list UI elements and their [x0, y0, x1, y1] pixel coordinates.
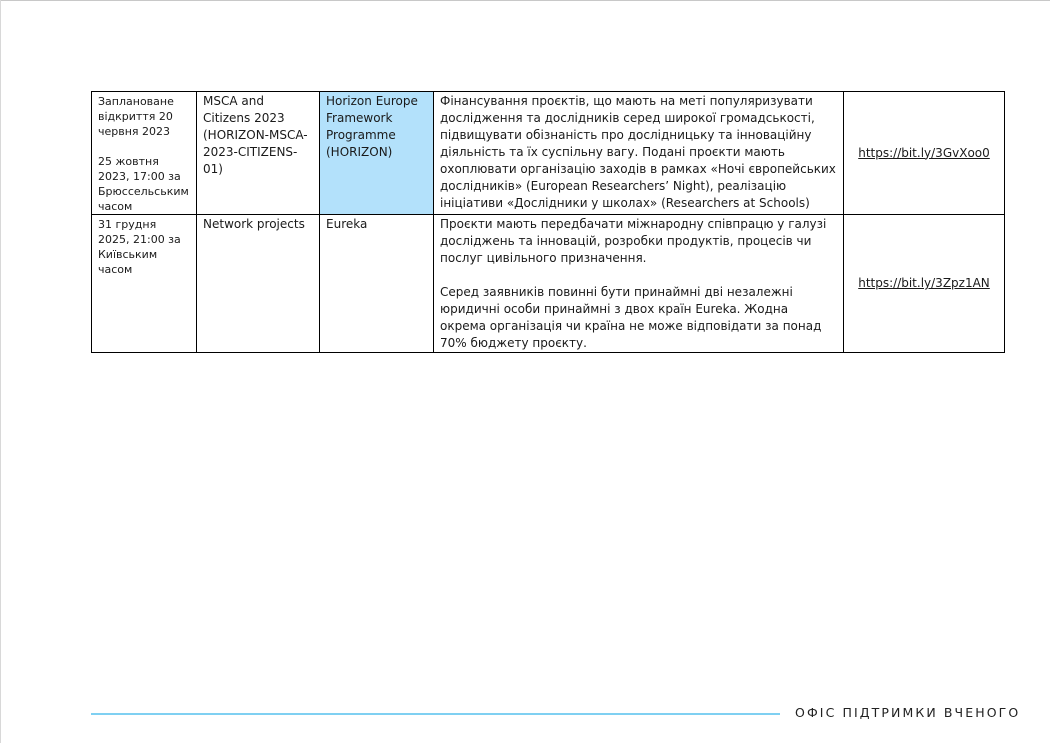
table-row	[92, 215, 1005, 353]
page-edge-left	[0, 0, 1, 743]
deadline-closing: 25 жовтня 2023, 17:00 за Брюссельським часом	[98, 155, 189, 213]
table-row	[92, 92, 1005, 215]
call-link[interactable]: https://bit.ly/3GvXoo0	[858, 145, 990, 160]
call-name: Network projects	[203, 217, 305, 231]
deadline-opening: Заплановане відкриття 20 червня 2023	[98, 95, 174, 138]
footer-divider	[91, 713, 780, 715]
call-name: MSCA and Citizens 2023 (HORIZON-MSCA-2023-CITIZENS-01)	[203, 94, 308, 176]
deadline-closing: 31 грудня 2025, 21:00 за Київським часом	[98, 218, 181, 276]
description-text: Серед заявників повинні бути принаймні дві незалежні юридичні особи принаймні з двох країн Eureka. Жодна окрема організація чи країна не може відповідати за понад 70% бюджету проєкту.	[440, 285, 822, 350]
description-text: Проєкти мають передбачати міжнародну співпрацю у галузі досліджень та інновацій, розробки продуктів, процесів чи послуг цивільного призначення.	[440, 217, 827, 265]
program-cell	[320, 92, 434, 215]
page-edge-top	[0, 0, 1050, 1]
call-link[interactable]: https://bit.ly/3Zpz1AN	[858, 276, 990, 290]
program-name: Horizon Europe Framework Programme (HORIZON)	[326, 94, 418, 159]
description-cell	[434, 92, 844, 215]
deadline-cell	[92, 215, 197, 353]
link-cell	[844, 215, 1005, 353]
program-name: Eureka	[326, 217, 368, 231]
spacer	[440, 267, 837, 284]
description-text: Фінансування проєктів, що мають на меті популяризувати дослідження та дослідників серед широкої громадськості, підвищувати обізнаність про дослідницьку та інноваційну діяльність та їх суспільну вагу. Подані проєкти мають охоплювати організацію заходів в рамках «Ночі європейських дослідників» (European Researchers’ Night), реалізацію ініціативи «Дослідники у школах» (Researchers at Schools)	[440, 94, 836, 210]
description-cell	[434, 215, 844, 353]
footer-label: ОФІС ПІДТРИМКИ ВЧЕНОГО	[795, 705, 1021, 720]
call-cell	[197, 92, 320, 215]
program-cell	[320, 215, 434, 353]
spacer	[98, 139, 191, 154]
grants-table	[91, 91, 1005, 353]
deadline-cell	[92, 92, 197, 215]
call-cell	[197, 215, 320, 353]
link-cell	[844, 92, 1005, 215]
